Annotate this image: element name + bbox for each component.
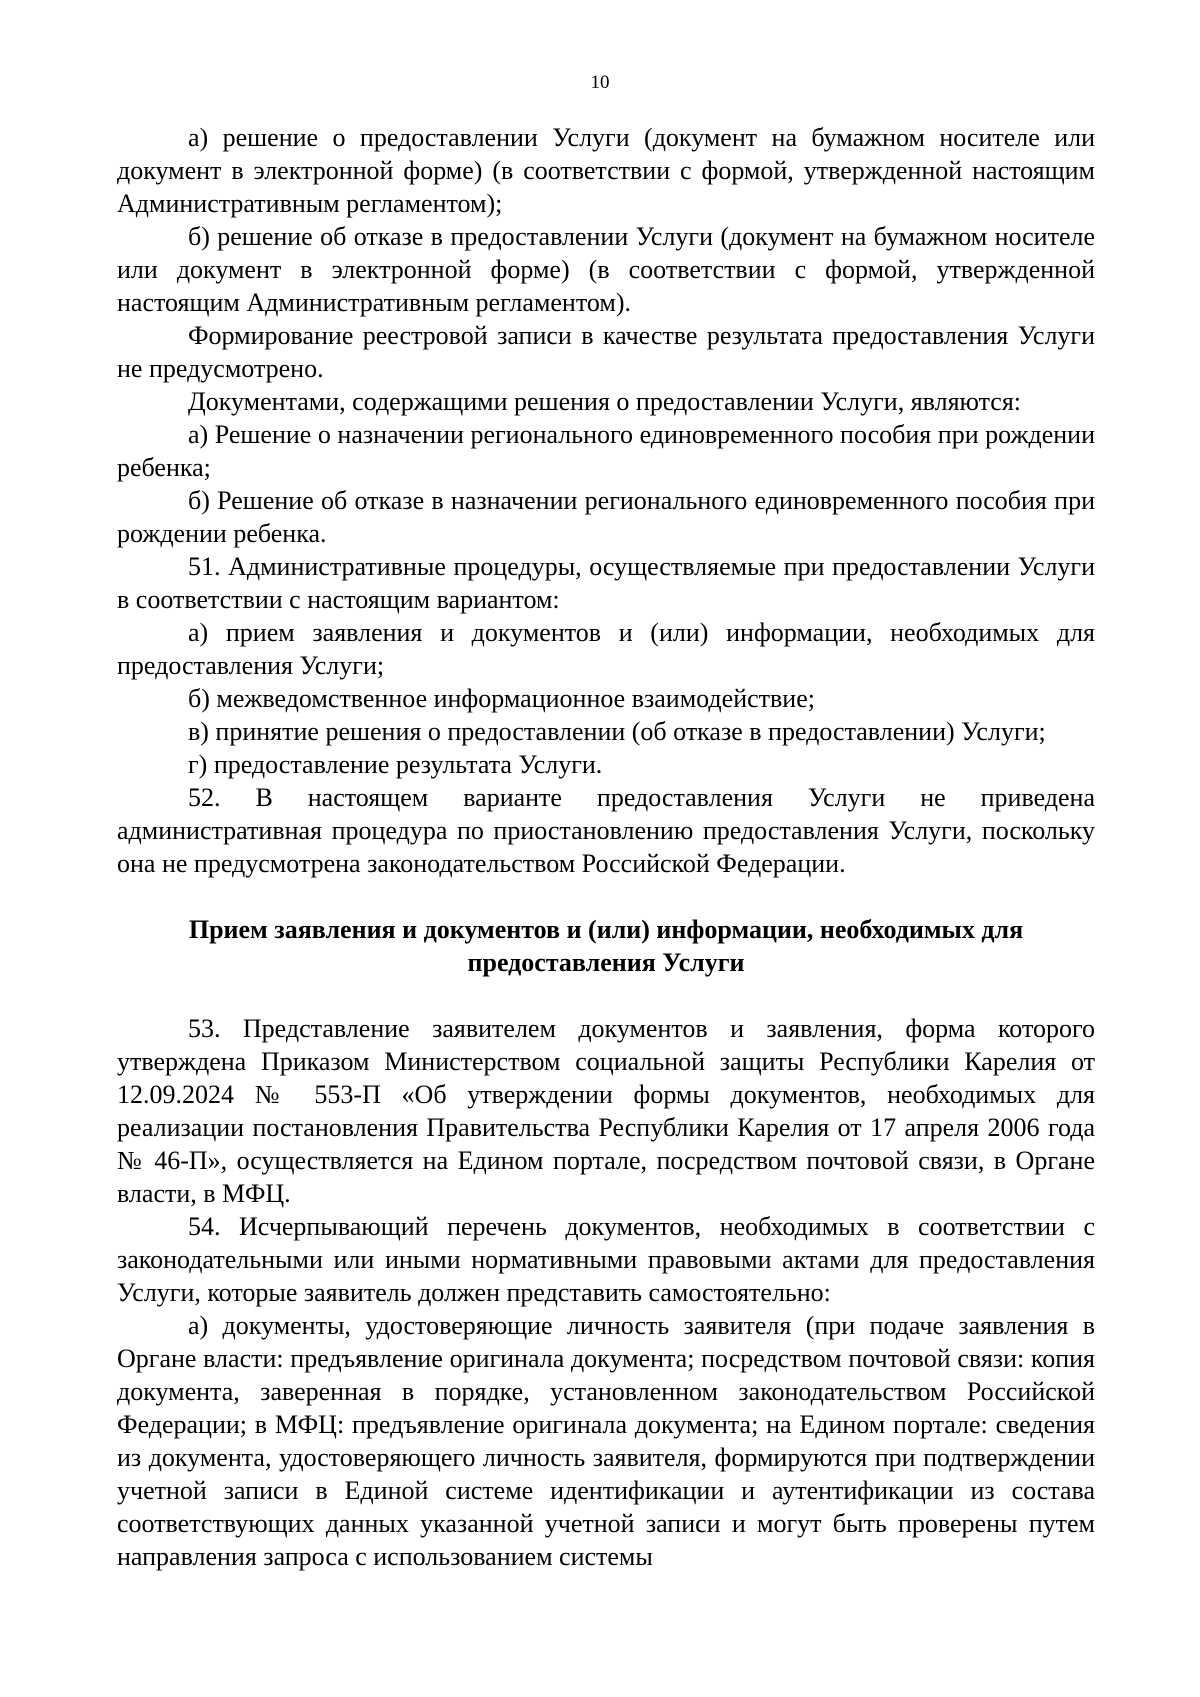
paragraph-53: 53. Представление заявителем документов и заявления, форма которого утверждена Приказом Министерством социальной защиты Республики Карелия от 12.09.2024 № 553-П «Об утверждении формы документов, необходимых для реализации постановления Правительства Республики Карелия от 17 апреля 2006 года № 46-П», осуществляется на Едином портале, посредством почтовой связи, в Органе власти, в МФЦ. <box>117 1014 1095 1208</box>
page-number: 10 <box>590 72 610 93</box>
paragraph-51-b: б) межведомственное информационное взаимодействие; <box>188 684 815 713</box>
section-heading: Прием заявления и документов и (или) информации, необходимых для предоставления Услуги <box>188 915 1024 977</box>
paragraph-51-a: а) прием заявления и документов и (или) информации, необходимых для предоставления Услуги; <box>117 618 1095 680</box>
paragraph-51-g: г) предоставление результата Услуги. <box>188 750 603 779</box>
paragraph-54: 54. Исчерпывающий перечень документов, необходимых в соответствии с законодательными или иными нормативными правовыми актами для предоставления Услуги, которые заявитель должен представить самостоятельно: <box>117 1212 1095 1307</box>
paragraph-decision-a: а) Решение о назначении регионального единовременного пособия при рождении ребенка; <box>117 420 1095 482</box>
paragraph-54-a: а) документы, удостоверяющие личность заявителя (при подаче заявления в Органе власти: предъявление оригинала документа; посредством почтовой связи: копия документа, заверенная в порядке, установленном законодательством Российской Федерации; в МФЦ: предъявление оригинала документа; на Едином портале: сведения из документа, удостоверяющего личность заявителя, формируются при подтверждении учетной записи в Единой системе идентификации и аутентификации из состава соответствующих данных указанной учетной записи и могут быть проверены путем направления запроса с использованием системы <box>117 1311 1095 1571</box>
paragraph-52: 52. В настоящем варианте предоставления Услуги не приведена административная процедура по приостановлению предоставления Услуги, поскольку она не предусмотрена законодательством Российской Федерации. <box>117 783 1095 878</box>
paragraph-51-v: в) принятие решения о предоставлении (об отказе в предоставлении) Услуги; <box>188 717 1046 746</box>
paragraph-result-a: а) решение о предоставлении Услуги (документ на бумажном носителе или документ в электронной форме) (в соответствии с формой, утвержденной настоящим Административным регламентом); <box>117 123 1095 218</box>
paragraph-51: 51. Административные процедуры, осуществляемые при предоставлении Услуги в соответствии с настоящим вариантом: <box>117 552 1095 614</box>
paragraph-registry-record: Формирование реестровой записи в качестве результата предоставления Услуги не предусмотрено. <box>117 321 1095 383</box>
paragraph-result-b: б) решение об отказе в предоставлении Услуги (документ на бумажном носителе или документ в электронной форме) (в соответствии с формой, утвержденной настоящим Административным регламентом). <box>117 222 1095 317</box>
paragraph-decision-b: б) Решение об отказе в назначении регионального единовременного пособия при рождении ребенка. <box>117 486 1095 548</box>
document-body <box>117 121 1095 1573</box>
paragraph-decision-documents: Документами, содержащими решения о предоставлении Услуги, являются: <box>188 387 1022 416</box>
